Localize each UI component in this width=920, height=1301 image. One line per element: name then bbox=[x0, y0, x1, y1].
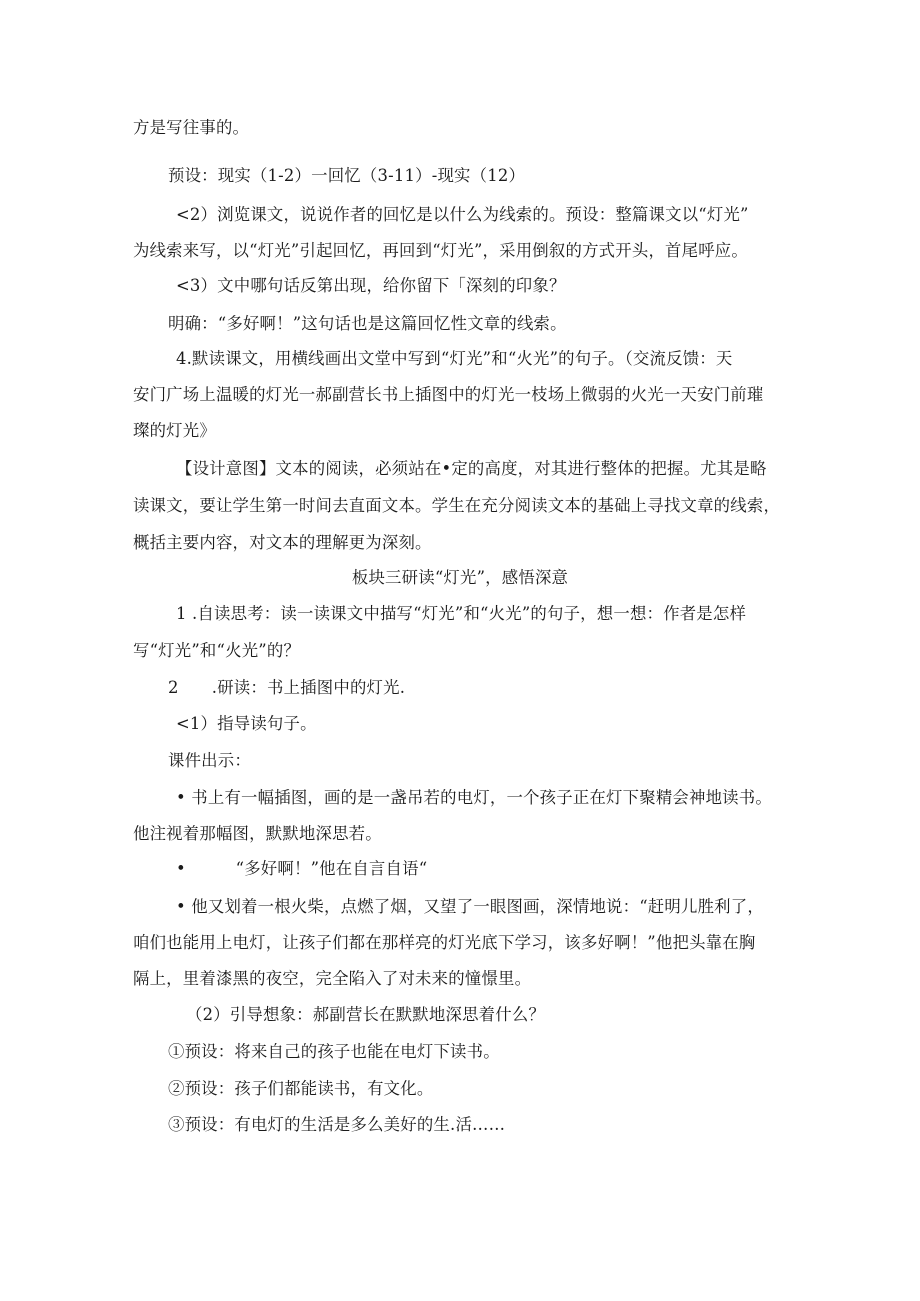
text-line: 写“灯光”和“火光”的？ bbox=[133, 641, 301, 660]
text-line: ②预设：孩子们都能读书，有文化。 bbox=[168, 1079, 434, 1098]
text-line: 安门广场上温暖的灯光一郝副营长书上插图中的灯光一枝场上微弱的火光一天安门前璀 bbox=[133, 385, 764, 404]
section-heading: 板块三研读“灯光”，感悟深意 bbox=[351, 568, 569, 587]
text-line: ③预设：有电灯的生活是多么美好的生.活…… bbox=[168, 1115, 506, 1134]
text-line: 2 .研读：书上插图中的灯光. bbox=[168, 678, 406, 697]
text-line: （2）引导想象：郝副营长在默默地深思着什么？ bbox=[186, 1005, 546, 1024]
text-line: 为线索来写，以“灯光”引起回忆，再回到“灯光”，采用倒叙的方式开头，首尾呼应。 bbox=[133, 241, 748, 260]
text-line: 他注视着那幅图，默默地深思若。 bbox=[133, 824, 382, 843]
text-line: <3）文中哪句话反第出现，给你留下「深刻的印象？ bbox=[176, 276, 566, 295]
text-line: ①预设：将来自己的孩子也能在电灯下读书。 bbox=[168, 1042, 500, 1061]
text-line: 【设计意图】文本的阅读，必须站在•定的高度，对其进行整体的把握。尤其是略 bbox=[176, 459, 767, 478]
text-line: 明确：“多好啊！”这句话也是这篇回忆性文章的线索。 bbox=[168, 314, 567, 333]
text-line: <1）指导读句子。 bbox=[176, 714, 317, 733]
text-line: 读课文，要让学生第一时间去直面文本。学生在充分阅读文本的基础上寻找文章的线索， bbox=[133, 496, 781, 515]
bullet-line: • 书上有一幅插图，画的是一盏吊若的电灯，一个孩子正在灯下聚精会神地读书。 bbox=[176, 788, 772, 807]
bullet-line: • “多好啊！”他在自言自语“ bbox=[176, 859, 428, 878]
text-line: 1 .自读思考：读一读课文中描写“灯光”和“火光”的句子，想一想：作者是怎样 bbox=[176, 604, 747, 623]
text-line: 4.默读课文，用横线画出文堂中写到“灯光”和“火光”的句子。（交流反馈：天 bbox=[176, 349, 733, 368]
text-line: 预设：现实（1-2）一回忆（3-11）-现实（12） bbox=[168, 166, 526, 185]
text-line: 概括主要内容，对文本的理解更为深刻。 bbox=[133, 533, 432, 552]
text-line: 方是写往事的。 bbox=[133, 118, 250, 137]
text-line: <2）浏览课文，说说作者的回忆是以什么为线索的。预设：整篇课文以“灯光” bbox=[176, 205, 749, 224]
text-line: 课件出示： bbox=[168, 751, 251, 770]
text-line: 璨的灯光》 bbox=[133, 421, 216, 440]
bullet-line: • 他又划着一根火柴，点燃了烟，又望了一眼图画，深情地说：“赶明儿胜利了， bbox=[176, 897, 764, 916]
text-line: 隔上，里着漆黑的夜空，完全陷入了对未来的憧憬里。 bbox=[133, 969, 532, 988]
text-line: 咱们也能用上电灯，让孩子们都在那样亮的灯光底下学习，该多好啊！”他把头靠在胸 bbox=[133, 933, 756, 952]
